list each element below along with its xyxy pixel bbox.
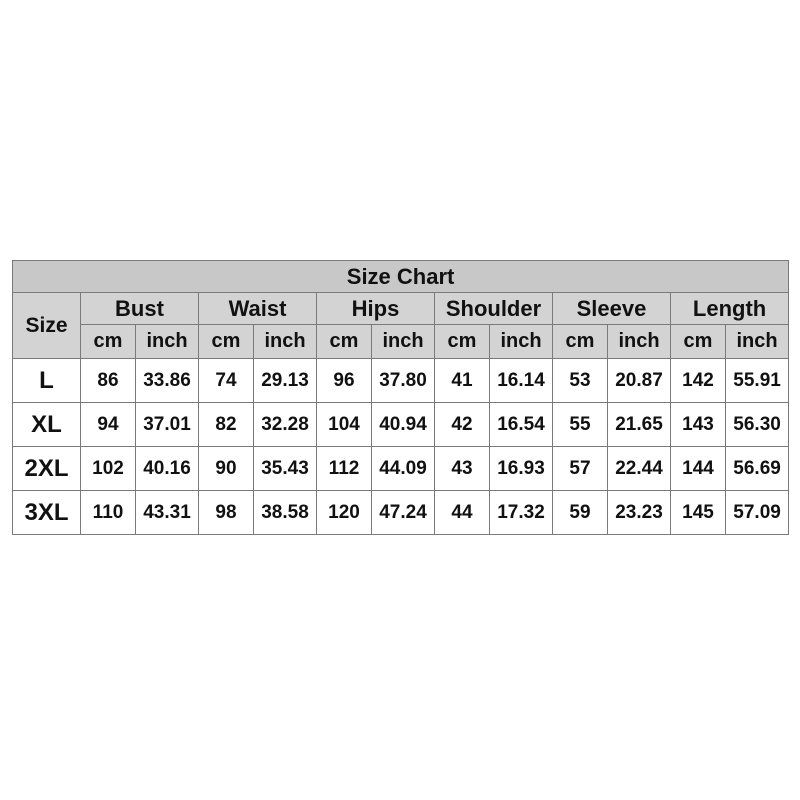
title-row (13, 261, 789, 293)
table-cell: 20.87 (608, 359, 671, 403)
table-cell: 16.14 (490, 359, 553, 403)
table-cell: 37.80 (372, 359, 435, 403)
table-row (13, 447, 789, 491)
unit-header-cell: cm (671, 325, 726, 359)
unit-header-row (13, 325, 789, 359)
unit-header-cell: cm (435, 325, 490, 359)
table-cell: 32.28 (254, 403, 317, 447)
table-cell: 44.09 (372, 447, 435, 491)
group-header-bust: Bust (81, 293, 199, 325)
table-cell: 55 (553, 403, 608, 447)
table-cell: 110 (81, 491, 136, 535)
table-cell: 40.16 (136, 447, 199, 491)
table-cell: 120 (317, 491, 372, 535)
table-cell: 33.86 (136, 359, 199, 403)
chart-title: Size Chart (13, 261, 789, 293)
table-cell: 145 (671, 491, 726, 535)
table-cell: 16.54 (490, 403, 553, 447)
table-cell: 56.69 (726, 447, 789, 491)
unit-header-cell: inch (254, 325, 317, 359)
table-cell: 82 (199, 403, 254, 447)
table-cell: 22.44 (608, 447, 671, 491)
size-cell: XL (13, 403, 81, 447)
table-cell: 57.09 (726, 491, 789, 535)
table-cell: 43 (435, 447, 490, 491)
size-cell: 2XL (13, 447, 81, 491)
table-cell: 86 (81, 359, 136, 403)
table-cell: 59 (553, 491, 608, 535)
table-cell: 104 (317, 403, 372, 447)
group-header-waist: Waist (199, 293, 317, 325)
unit-header-cell: inch (136, 325, 199, 359)
size-chart-table (12, 260, 789, 535)
unit-header-cell: cm (553, 325, 608, 359)
table-cell: 57 (553, 447, 608, 491)
unit-header-cell: inch (372, 325, 435, 359)
group-header-length: Length (671, 293, 789, 325)
size-cell: 3XL (13, 491, 81, 535)
table-cell: 16.93 (490, 447, 553, 491)
table-cell: 142 (671, 359, 726, 403)
table-cell: 74 (199, 359, 254, 403)
table-cell: 144 (671, 447, 726, 491)
table-cell: 17.32 (490, 491, 553, 535)
table-cell: 90 (199, 447, 254, 491)
table-cell: 102 (81, 447, 136, 491)
unit-header-cell: inch (490, 325, 553, 359)
table-cell: 42 (435, 403, 490, 447)
table-cell: 23.23 (608, 491, 671, 535)
table-cell: 21.65 (608, 403, 671, 447)
table-cell: 40.94 (372, 403, 435, 447)
table-cell: 38.58 (254, 491, 317, 535)
group-header-shoulder: Shoulder (435, 293, 553, 325)
table-cell: 29.13 (254, 359, 317, 403)
unit-header-cell: cm (199, 325, 254, 359)
unit-header-cell: cm (81, 325, 136, 359)
table-cell: 112 (317, 447, 372, 491)
table-cell: 98 (199, 491, 254, 535)
unit-header-cell: inch (608, 325, 671, 359)
table-cell: 47.24 (372, 491, 435, 535)
table-cell: 41 (435, 359, 490, 403)
size-column-header: Size (13, 293, 81, 359)
table-cell: 44 (435, 491, 490, 535)
table-cell: 43.31 (136, 491, 199, 535)
table-cell: 35.43 (254, 447, 317, 491)
group-header-row (13, 293, 789, 325)
unit-header-cell: cm (317, 325, 372, 359)
table-cell: 94 (81, 403, 136, 447)
size-cell: L (13, 359, 81, 403)
table-row (13, 359, 789, 403)
table-cell: 56.30 (726, 403, 789, 447)
group-header-hips: Hips (317, 293, 435, 325)
group-header-sleeve: Sleeve (553, 293, 671, 325)
table-row (13, 403, 789, 447)
table-cell: 96 (317, 359, 372, 403)
table-row (13, 491, 789, 535)
table-cell: 55.91 (726, 359, 789, 403)
table-cell: 53 (553, 359, 608, 403)
unit-header-cell: inch (726, 325, 789, 359)
table-cell: 37.01 (136, 403, 199, 447)
table-cell: 143 (671, 403, 726, 447)
